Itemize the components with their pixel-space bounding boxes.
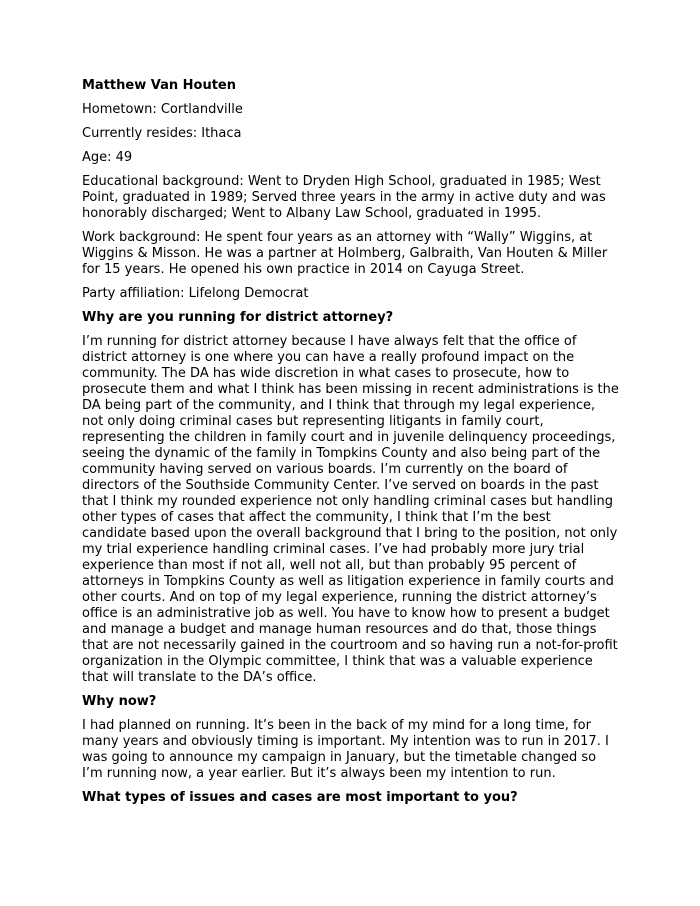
- bio-party-affiliation: Party affiliation: Lifelong Democrat: [82, 286, 309, 301]
- bio-hometown: Hometown: Cortlandville: [82, 102, 243, 117]
- question-why-now: Why now?: [82, 694, 157, 709]
- bio-age: Age: 49: [82, 150, 133, 165]
- question-why-running: Why are you running for district attorney?: [82, 310, 394, 325]
- answer-why-running: I’m running for district attorney because I have always felt that the office of district attorney is one where you can have a really profound impact on the community. The DA has wide discretion in what cases to prosecute, how to prosecute them and what I think has been missing in recent administrations is the DA being part of the community, and I think that through my legal experience, not only doing criminal cases but representing litigants in family court, representing the children in family court and in juvenile delinquency proceedings, seeing the dynamic of the family in Tompkins County and also being part of the community having served on various boards. I’m currently on the board of directors of the Southside Community Center. I’ve served on boards in the past that I think my rounded experience not only handling criminal cases but handling other types of cases that affect the community, I think that I’m the best candidate based upon the overall background that I bring to the position, not only my trial experience handling criminal cases. I’ve had probably more jury trial experience than most if not all, well not all, but than probably 95 percent of attorneys in Tompkins County as well as litigation experience in family courts and other courts. And on top of my legal experience, running the district attorney’s office is an administrative job as well. You have to know how to present a budget and manage a budget and manage human resources and do that, those things that are not necessarily gained in the courtroom and so having run a not-for-profit organization in the Olympic committee, I think that was a valuable experience that will translate to the DA’s office.: [82, 334, 619, 685]
- bio-work-background: Work background: He spent four years as an attorney with “Wally” Wiggins, at Wiggins & Misson. He was a partner at Holmberg, Galbraith, Van Houten & Miller for 15 years. He opened his own practice in 2014 on Cayuga Street.: [82, 230, 608, 277]
- question-important-issues: What types of issues and cases are most important to you?: [82, 790, 518, 805]
- bio-educational-background: Educational background: Went to Dryden High School, graduated in 1985; West Point, graduated in 1989; Served three years in the army in active duty and was honorably discharged; Went to Albany Law School, graduated in 1995.: [82, 174, 606, 221]
- answer-why-now: I had planned on running. It’s been in the back of my mind for a long time, for many years and obviously timing is important. My intention was to run in 2017. I was going to announce my campaign in January, but the timetable changed so I’m running now, a year earlier. But it’s always been my intention to run.: [82, 718, 609, 781]
- candidate-name: Matthew Van Houten: [82, 78, 237, 93]
- bio-currently-resides: Currently resides: Ithaca: [82, 126, 242, 141]
